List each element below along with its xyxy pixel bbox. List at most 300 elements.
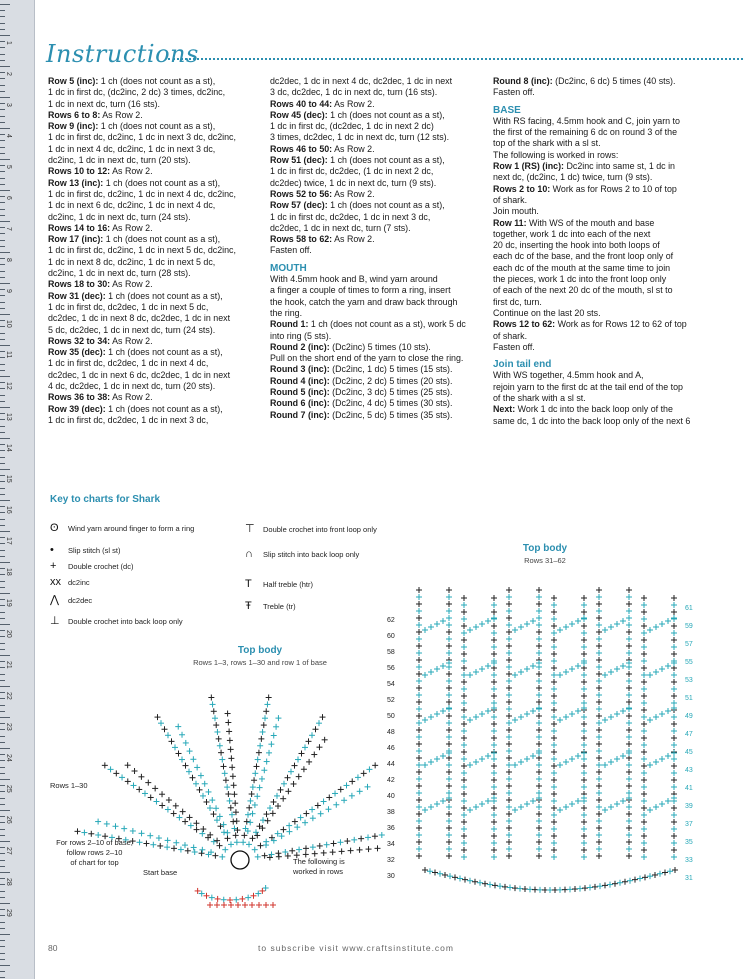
row-number: 62 — [387, 617, 395, 624]
note-right-line: worked in rows — [293, 867, 344, 876]
instruction-text: of the shark with a sl st. — [493, 393, 586, 404]
instruction-line — [48, 415, 236, 426]
key-label: Double crochet (dc) — [68, 562, 134, 571]
ruler-tick — [0, 469, 10, 470]
key-item — [50, 522, 194, 534]
instruction-text: dc2dec, 1 dc in next dc, turn (7 sts). — [270, 222, 411, 233]
instruction-text: dc2inc, 1 dc in next dc, turn (24 sts). — [48, 211, 191, 222]
key-item — [245, 548, 359, 560]
instruction-text: Dc2inc into same st, 1 dc in — [564, 161, 675, 172]
instruction-text: 1 dc in first dc, dc2inc, 1 dc in next 3 dc, dc2inc, — [48, 132, 236, 143]
instruction-text: As Row 2. — [100, 109, 143, 120]
ruler-tick — [0, 711, 5, 712]
ruler-number: 19 — [5, 599, 12, 607]
ruler-tick — [0, 376, 10, 377]
instruction-text: Fasten off. — [270, 245, 312, 256]
row-number: 40 — [387, 793, 395, 800]
instruction-line — [270, 212, 466, 223]
key-symbol-icon: ∩ — [245, 548, 253, 560]
instruction-text: 4 dc, dc2dec, 1 dc in next dc, turn (20 sts). — [48, 381, 216, 392]
instruction-text: dc2dec, 1 dc in next 4 dc, dc2dec, 1 dc in next — [270, 76, 453, 86]
ruler-tick — [0, 519, 5, 520]
ruler-tick — [0, 835, 5, 836]
note-right — [293, 857, 345, 877]
instruction-line — [48, 381, 236, 392]
key-item — [245, 522, 377, 535]
note-left-line: of chart for top — [70, 858, 119, 867]
ruler-tick — [0, 153, 5, 154]
instruction-line — [48, 212, 236, 223]
ruler-tick — [0, 891, 5, 892]
instruction-line — [270, 342, 466, 353]
instruction-label: Row 51 (dec): — [270, 155, 328, 166]
instruction-line — [493, 274, 690, 285]
instruction-line — [270, 308, 466, 319]
instruction-line — [493, 285, 690, 296]
instruction-text: 20 dc, inserting the hook into both loops of — [493, 240, 660, 251]
instruction-line — [270, 274, 466, 285]
ruler-tick — [0, 147, 5, 148]
instructions-column-3 — [493, 76, 690, 427]
instruction-text: into ring (5 sts). — [270, 330, 332, 341]
key-symbol-icon: T — [245, 578, 252, 590]
ruler-number: 28 — [5, 878, 12, 886]
instruction-text: With 4.5mm hook and B, wind yarn around — [270, 274, 438, 285]
instruction-line — [48, 166, 236, 177]
key-label: Treble (tr) — [263, 602, 296, 611]
instruction-text: Work as for Rows 2 to 10 of top — [550, 183, 677, 194]
ruler-tick — [0, 178, 5, 179]
instruction-line — [48, 302, 236, 313]
instruction-text: (Dc2inc, 6 dc) 5 times (40 sts). — [552, 76, 676, 86]
instruction-line — [48, 87, 236, 98]
ruler-number: 6 — [5, 196, 12, 200]
instruction-label: Row 45 (dec): — [270, 109, 328, 120]
row-number: 53 — [685, 677, 693, 684]
ruler-tick — [0, 128, 10, 129]
instruction-text: Fasten off. — [493, 87, 535, 98]
ruler-tick — [0, 23, 5, 24]
instruction-text: 1 dc in first dc, dc2dec, 1 dc in next 5 dc, — [48, 301, 209, 312]
key-item — [245, 578, 313, 590]
ruler-tick — [0, 971, 5, 972]
ruler-tick — [0, 977, 5, 978]
key-symbol-icon: ʘ — [50, 522, 59, 534]
instruction-label: Row 17 (inc): — [48, 234, 104, 245]
instruction-line — [48, 325, 236, 336]
instruction-text: 1 ch (does not count as a st), — [103, 177, 221, 188]
row-number: 31 — [685, 875, 693, 882]
ruler-tick — [0, 674, 5, 675]
instruction-text: 1 dc in first dc, dc2dec, 1 dc in next 3 dc, — [270, 211, 431, 222]
instruction-text: top of the shark with a sl st. — [493, 138, 601, 149]
row-number: 57 — [685, 641, 693, 648]
ruler-tick — [0, 85, 5, 86]
instruction-line — [493, 404, 690, 415]
ruler-tick — [0, 618, 5, 619]
ruler-number: 4 — [5, 134, 12, 138]
note-left — [52, 838, 137, 868]
instruction-line: MOUTH — [270, 262, 307, 274]
instruction-label: Round 1: — [270, 319, 309, 330]
ruler-tick — [0, 4, 10, 5]
ruler-tick — [0, 804, 5, 805]
side-ruler — [0, 0, 35, 979]
instruction-line — [270, 331, 466, 342]
instruction-text: (Dc2inc, 1 dc) 5 times (15 sts). — [329, 364, 453, 375]
instruction-line — [493, 331, 690, 342]
key-label: dc2inc — [68, 578, 90, 587]
row-number: 60 — [387, 633, 395, 640]
instruction-label: Rows 46 to 50: — [270, 143, 333, 154]
ruler-tick — [0, 264, 5, 265]
instruction-line — [493, 127, 690, 138]
instruction-text: As Row 2. — [110, 279, 153, 290]
instruction-text: 1 dc in first dc, dc2dec, 1 dc in next 3 dc, — [48, 414, 209, 425]
ruler-tick — [0, 767, 5, 768]
ruler-tick — [0, 457, 5, 458]
ruler-number: 11 — [5, 351, 12, 359]
instruction-text: 1 ch (does not count as a st), — [105, 403, 223, 414]
instruction-line — [270, 200, 466, 211]
ruler-tick — [0, 798, 5, 799]
instruction-line — [48, 110, 236, 121]
instruction-label: Rows 32 to 34: — [48, 335, 111, 346]
instruction-line — [270, 234, 466, 245]
instruction-text: together, work 1 dc into each of the next — [493, 228, 651, 239]
ruler-number: 20 — [5, 630, 12, 638]
ruler-tick — [0, 438, 10, 439]
instruction-text: 1 dc in next dc, turn (16 sts). — [48, 98, 160, 109]
instruction-label: Round 3 (inc): — [270, 364, 330, 375]
instruction-line — [48, 336, 236, 347]
instructions-column-1 — [48, 76, 236, 426]
instruction-text: 1 ch (does not count as a st), — [105, 290, 223, 301]
instruction-line — [270, 223, 466, 234]
ruler-tick — [0, 860, 5, 861]
instruction-label: Rows 14 to 16: — [48, 222, 111, 233]
instruction-text: of shark. — [493, 330, 528, 341]
instruction-text: 1 ch (does not count as a st), work 5 dc — [308, 319, 466, 330]
instruction-label: Round 2 (inc): — [270, 341, 330, 352]
ruler-number: 15 — [5, 475, 12, 483]
instruction-line — [48, 155, 236, 166]
instruction-line — [270, 110, 466, 121]
ruler-tick — [0, 16, 5, 17]
instruction-line — [48, 121, 236, 132]
instruction-line — [270, 76, 466, 87]
instruction-text: 1 dc in next 6 dc, dc2inc, 1 dc in next 4 dc, — [48, 200, 216, 211]
key-label: Wind yarn around finger to form a ring — [68, 524, 195, 533]
left-chart-subtitle: Rows 1–3, rows 1–30 and row 1 of base — [193, 658, 327, 667]
instruction-text: As Row 2. — [110, 392, 153, 403]
note-left-line: For rows 2–10 of base, — [56, 838, 133, 847]
ruler-tick — [0, 562, 10, 563]
ruler-tick — [0, 593, 10, 594]
instruction-text: 1 dc in first dc, dc2inc, 1 dc in next 5 dc, dc2inc, — [48, 245, 236, 256]
instruction-line — [493, 263, 690, 274]
key-symbol-icon: ⊥ — [50, 615, 60, 627]
ruler-tick — [0, 680, 5, 681]
row-number: 47 — [685, 731, 693, 738]
instruction-text: As Row 2. — [332, 98, 375, 109]
instruction-text: 1 ch (does not count as a st), — [105, 347, 223, 358]
ruler-tick — [0, 122, 5, 123]
instruction-line: BASE — [493, 104, 521, 116]
instruction-label: Row 35 (dec): — [48, 347, 106, 358]
instruction-text: 1 ch (does not count as a st), — [98, 121, 216, 132]
key-symbol-icon: ⋀ — [50, 594, 60, 606]
instruction-line: Join tail end — [493, 359, 552, 371]
instruction-line — [493, 342, 690, 353]
ruler-tick — [0, 202, 5, 203]
key-label: Half treble (htr) — [263, 580, 314, 589]
instruction-text: the ring. — [270, 307, 303, 318]
instruction-label: Row 13 (inc): — [48, 177, 104, 188]
instruction-line — [493, 184, 690, 195]
instruction-text: 1 dc in first dc, (dc2inc, 2 dc) 3 times, dc2inc, — [48, 87, 226, 98]
ruler-tick — [0, 47, 5, 48]
instruction-text: Join mouth. — [493, 206, 539, 217]
ruler-number: 2 — [5, 72, 12, 76]
instruction-line — [48, 99, 236, 110]
ruler-number: 13 — [5, 413, 12, 421]
ruler-tick — [0, 841, 10, 842]
ruler-number: 25 — [5, 785, 12, 793]
instruction-line — [493, 161, 690, 172]
instruction-label: Row 57 (dec): — [270, 200, 328, 211]
ruler-tick — [0, 946, 5, 947]
key-item — [245, 600, 296, 612]
instruction-line — [48, 132, 236, 143]
ruler-tick — [0, 91, 5, 92]
ruler-tick — [0, 60, 5, 61]
ruler-tick — [0, 488, 5, 489]
instruction-text: 3 times, dc2dec, 1 dc in next dc, turn (12 sts). — [270, 132, 450, 143]
instruction-line — [270, 132, 466, 143]
ruler-number: 22 — [5, 692, 12, 700]
instruction-line — [493, 297, 690, 308]
instructions-column-2 — [270, 76, 466, 421]
row-number: 48 — [387, 729, 395, 736]
instruction-text: the first of the remaining 6 dc on round 3 of the — [493, 127, 678, 138]
ruler-tick — [0, 221, 10, 222]
key-item — [50, 544, 121, 556]
instruction-text: 1 dc in first dc, (dc2dec, 1 dc in next 2 dc) — [270, 121, 434, 132]
ruler-tick — [0, 240, 5, 241]
ruler-tick — [0, 314, 10, 315]
instruction-text: As Row 2. — [332, 188, 375, 199]
ruler-tick — [0, 612, 5, 613]
ruler-tick — [0, 246, 5, 247]
instruction-line — [493, 206, 690, 217]
row-number: 51 — [685, 695, 693, 702]
instruction-label: Round 6 (inc): — [270, 398, 330, 409]
ruler-number: 27 — [5, 847, 12, 855]
key-symbol-icon: Ŧ — [245, 600, 252, 612]
ruler-number: 29 — [5, 909, 12, 917]
instruction-label: Rows 40 to 44: — [270, 98, 333, 109]
ruler-tick — [0, 550, 5, 551]
key-label: Slip stitch (sl st) — [68, 546, 121, 555]
note-right-line: The following is — [293, 857, 345, 866]
instruction-line — [270, 87, 466, 98]
row-number: 33 — [685, 857, 693, 864]
row-number: 32 — [387, 857, 395, 864]
ruler-tick — [0, 773, 5, 774]
ruler-tick — [0, 525, 5, 526]
instruction-text: same dc, 1 dc into the back loop only of the next 6 — [493, 415, 691, 426]
row-number: 44 — [387, 761, 395, 768]
instruction-text: 1 ch (does not count as a st), — [98, 76, 216, 86]
instruction-line — [493, 218, 690, 229]
ruler-tick — [0, 649, 5, 650]
instruction-line — [493, 370, 690, 381]
instruction-text: (Dc2inc, 2 dc) 5 times (20 sts). — [329, 375, 453, 386]
ruler-tick — [0, 748, 10, 749]
ruler-tick — [0, 934, 10, 935]
instruction-label: Rows 52 to 56: — [270, 188, 333, 199]
instruction-line — [48, 358, 236, 369]
instruction-text: (Dc2inc) 5 times (10 sts). — [329, 341, 431, 352]
instruction-text: 1 dc in next 4 dc, dc2inc, 1 dc in next 3 dc, — [48, 143, 216, 154]
instruction-text: As Row 2. — [110, 335, 153, 346]
instruction-text: Work 1 dc into the back loop only of the — [515, 404, 673, 415]
instruction-text: dc2dec) twice, 1 dc in next dc, turn (9 sts). — [270, 177, 437, 188]
instruction-text: 1 ch (does not count as a st), — [327, 200, 445, 211]
ruler-number: 3 — [5, 103, 12, 107]
ruler-tick — [0, 283, 10, 284]
key-label: Double crochet into front loop only — [263, 525, 377, 534]
page-number: 80 — [48, 943, 58, 953]
ruler-number: 5 — [5, 165, 12, 169]
instruction-text: first dc, turn. — [493, 296, 542, 307]
instruction-line — [270, 387, 466, 398]
instruction-line — [493, 150, 690, 161]
ruler-tick — [0, 736, 5, 737]
instruction-label: Row 5 (inc): — [48, 76, 99, 86]
ruler-number: 14 — [5, 444, 12, 452]
ruler-tick — [0, 556, 5, 557]
ruler-number: 21 — [5, 661, 12, 669]
ruler-tick — [0, 109, 5, 110]
key-symbol-icon: • — [50, 544, 54, 556]
instruction-text: the pieces, work 1 dc into the front loop only — [493, 274, 667, 285]
ruler-number: 10 — [5, 320, 12, 328]
ruler-tick — [0, 339, 5, 340]
instruction-line — [493, 229, 690, 240]
instruction-label: Rows 12 to 62: — [493, 319, 556, 330]
subscribe-link[interactable]: to subscribe visit www.craftsinstitute.com — [258, 943, 454, 953]
instruction-label: Round 7 (inc): — [270, 409, 330, 420]
instruction-label: Row 39 (dec): — [48, 403, 106, 414]
ruler-tick — [0, 215, 5, 216]
ruler-tick — [0, 302, 5, 303]
ruler-tick — [0, 171, 5, 172]
instruction-line — [48, 313, 236, 324]
instruction-text: (Dc2inc, 4 dc) 5 times (30 sts). — [329, 398, 453, 409]
instruction-text: 1 dc in next 8 dc, dc2inc, 1 dc in next 5 dc, — [48, 256, 216, 267]
ruler-number: 18 — [5, 568, 12, 576]
row-number: 55 — [685, 659, 693, 666]
right-chart-title: Top body — [522, 543, 568, 554]
key-label: Double crochet into back loop only — [68, 617, 183, 626]
instruction-line — [48, 76, 236, 87]
instruction-label: Round 5 (inc): — [270, 387, 330, 398]
ruler-tick — [0, 54, 5, 55]
ruler-tick — [0, 370, 5, 371]
instruction-text: As Row 2. — [110, 222, 153, 233]
row-number: 30 — [387, 873, 395, 880]
instruction-line — [48, 189, 236, 200]
instruction-text: rejoin yarn to the first dc at the tail end of the top — [493, 381, 683, 392]
ruler-tick — [0, 10, 5, 11]
instruction-text: next dc, (dc2inc, 1 dc) twice, turn (9 sts). — [493, 172, 653, 183]
row-number: 56 — [387, 665, 395, 672]
ruler-tick — [0, 395, 5, 396]
instruction-text: With RS facing, 4.5mm hook and C, join yarn to — [493, 115, 680, 126]
instruction-text: of shark. — [493, 194, 528, 205]
row-number: 58 — [387, 649, 395, 656]
instruction-line — [270, 99, 466, 110]
right-chart-subtitle: Rows 31–62 — [524, 556, 566, 565]
ruler-tick — [0, 953, 5, 954]
instruction-line — [270, 398, 466, 409]
instruction-label: Rows 36 to 38: — [48, 392, 111, 403]
ruler-tick — [0, 705, 5, 706]
ruler-tick — [0, 432, 5, 433]
ruler-number: 12 — [5, 382, 12, 390]
row-number: 35 — [685, 839, 693, 846]
ruler-number: 23 — [5, 723, 12, 731]
ruler-tick — [0, 35, 10, 36]
ruler-tick — [0, 333, 5, 334]
start-base-label: Start base — [143, 868, 178, 877]
ruler-tick — [0, 742, 5, 743]
ruler-tick — [0, 426, 5, 427]
key-label: Slip stitch into back loop only — [263, 550, 360, 559]
left-chart — [60, 668, 390, 923]
instruction-line — [48, 245, 236, 256]
key-item — [50, 614, 183, 627]
ruler-tick — [0, 655, 10, 656]
ruler-tick — [0, 116, 5, 117]
instruction-text: dc2dec, 1 dc in next 6 dc, dc2dec, 1 dc in next — [48, 369, 231, 380]
ruler-tick — [0, 364, 5, 365]
instruction-line — [48, 268, 236, 279]
instruction-line — [493, 308, 690, 319]
instruction-label: Rows 18 to 30: — [48, 279, 111, 290]
row-number: 37 — [685, 821, 693, 828]
instruction-line — [48, 178, 236, 189]
instruction-line — [48, 223, 236, 234]
instruction-text: 1 ch (does not count as a st), — [327, 109, 445, 120]
ruler-tick — [0, 252, 10, 253]
instruction-line — [493, 251, 690, 262]
row-number: 36 — [387, 825, 395, 832]
key-title: Key to charts for Shark — [50, 494, 161, 505]
instruction-text: 1 dc in first dc, dc2inc, 1 dc in next 4 dc, dc2inc, — [48, 188, 236, 199]
instruction-line — [270, 319, 466, 330]
instruction-line — [493, 116, 690, 127]
instruction-text: each dc of the mouth at the same time to join — [493, 262, 671, 273]
ruler-tick — [0, 922, 5, 923]
ruler-tick — [0, 78, 5, 79]
ruler-tick — [0, 407, 10, 408]
ruler-tick — [0, 940, 5, 941]
instruction-label: Row 1 (RS) (inc): — [493, 161, 564, 172]
ruler-tick — [0, 66, 10, 67]
